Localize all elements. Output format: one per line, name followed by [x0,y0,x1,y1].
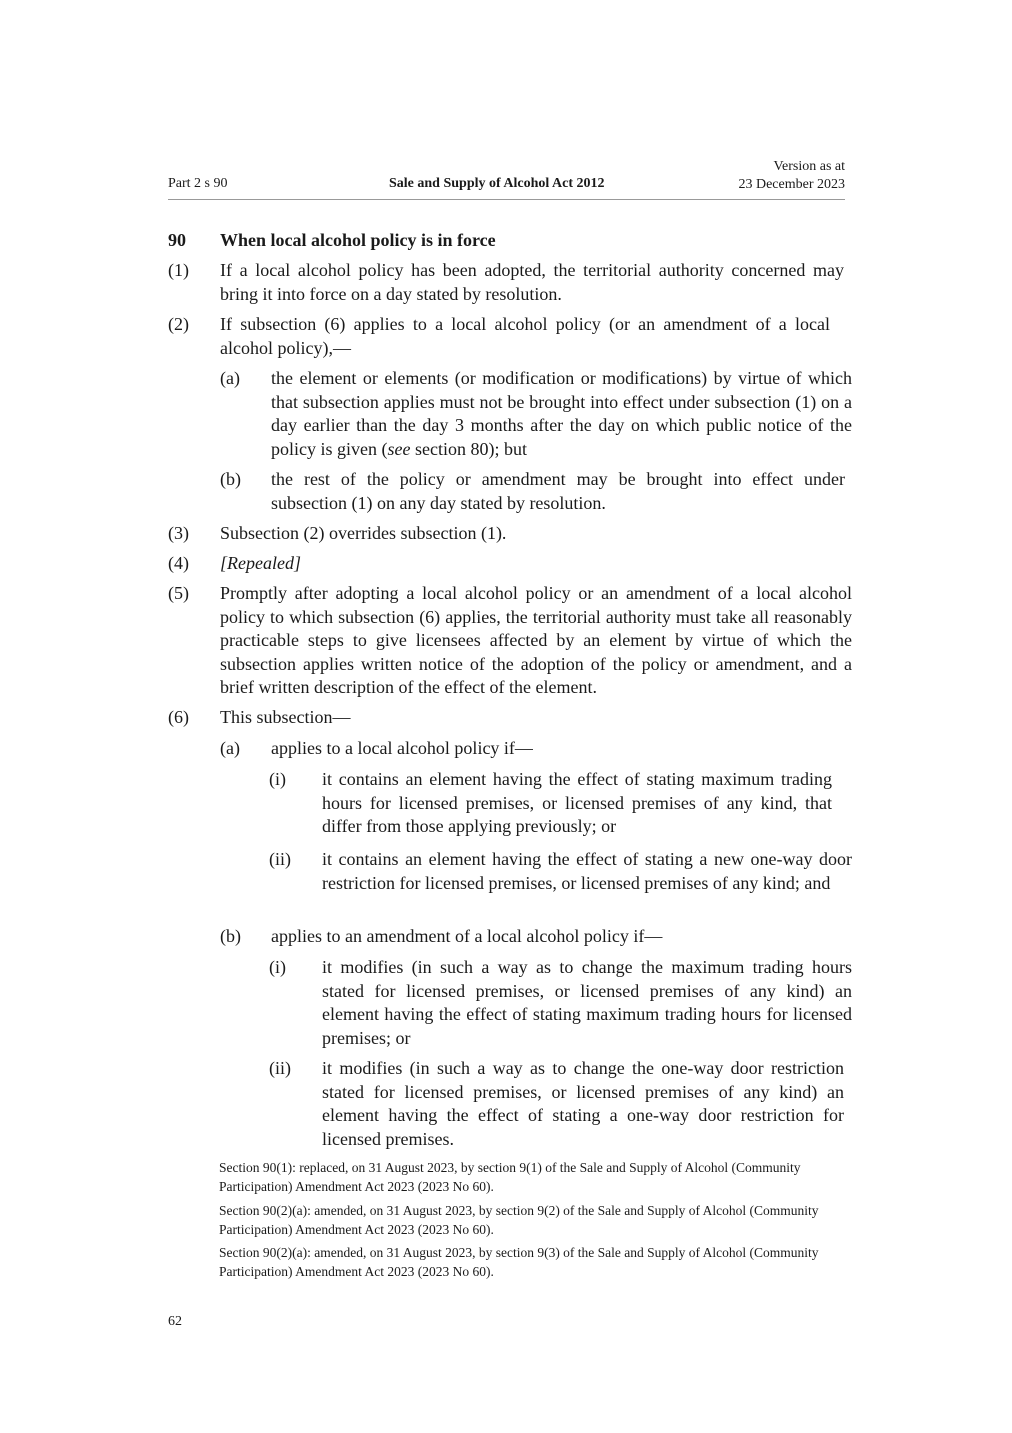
running-header-version [738,158,845,194]
subsection-6a-label: (a) [220,738,240,758]
subsection-2-text: If subsection (6) applies to a local alcohol policy (or an amendment of a local alcohol policy),— [220,314,830,358]
history-note: Section 90(2)(a): amended, on 31 August 2023, by section 9(2) of the Sale and Supply of Alcohol (Community Participation) Amendment Act 2023 (2023 No 60). [219,1203,819,1237]
subsection-6b-label: (b) [220,926,241,946]
subsection-6a-text: applies to a local alcohol policy if— [271,738,533,758]
section-number: 90 [168,230,186,250]
running-header-act-title: Sale and Supply of Alcohol Act 2012 [389,176,605,191]
subsection-3-text: Subsection (2) overrides subsection (1). [220,523,507,543]
subsection-4-repealed: [Repealed] [220,553,301,573]
version-label: Version as at [773,159,845,174]
history-note: Section 90(1): replaced, on 31 August 2023, by section 9(1) of the Sale and Supply of Alcohol (Community Participation) Amendment Act 2023 (2023 No 60). [219,1160,801,1194]
subsection-2a-text-before: the element or elements (or modification or modifications) by virtue of which that subsection applies must not be brought into effect under subsection (1) on a day earlier than the day 3 months after the day on which public notice of the policy is given ( [271,368,852,459]
subsection-5-label: (5) [168,583,189,603]
subsection-1-text: If a local alcohol policy has been adopted, the territorial authority concerned may bring it into force on a day stated by resolution. [220,260,844,304]
section-title: When local alcohol policy is in force [220,230,496,250]
subsection-6b-text: applies to an amendment of a local alcohol policy if— [271,926,663,946]
subsection-2b-text: the rest of the policy or amendment may be brought into effect under subsection (1) on any day stated by resolution. [271,469,845,513]
subsection-4-label: (4) [168,553,189,573]
page-number: 62 [168,1314,182,1329]
subsection-2b-label: (b) [220,469,241,489]
subsection-6b-ii-label: (ii) [269,1058,291,1078]
subsection-6b-ii-text: it modifies (in such a way as to change the one-way door restriction stated for licensed premises, or licensed premises of any kind) an element having the effect of stating a one-way door restriction for licensed premises. [322,1058,844,1149]
history-note: Section 90(2)(a): amended, on 31 August 2023, by section 9(3) of the Sale and Supply of Alcohol (Community Participation) Amendment Act 2023 (2023 No 60). [219,1245,819,1279]
subsection-6a-i-text: it contains an element having the effect of stating maximum trading hours for licensed premises, or licensed premises of any kind, that differ from those applying previously; or [322,769,832,836]
header-rule [168,199,845,200]
subsection-2a-text [271,367,852,461]
subsection-6a-ii-text: it contains an element having the effect of stating a new one-way door restriction for licensed premises, or licensed premises of any kind; and [322,849,852,893]
subsection-6a-ii-label: (ii) [269,849,291,869]
subsection-3-label: (3) [168,523,189,543]
see-reference: see [387,438,411,459]
subsection-6-text: This subsection— [220,707,351,727]
subsection-2-label: (2) [168,314,189,334]
subsection-6b-i-label: (i) [269,957,286,977]
running-header-part: Part 2 s 90 [168,176,228,191]
subsection-1-label: (1) [168,260,189,280]
subsection-6a-i-label: (i) [269,769,286,789]
subsection-5-text: Promptly after adopting a local alcohol policy or an amendment of a local alcohol policy to which subsection (6) applies, the territorial authority must take all reasonably practicable steps to give licensees affected by an element by virtue of which the subsection applies written notice of the adoption of the policy or amendment, and a brief written description of the effect of the element. [220,583,852,697]
subsection-2a-text-after: section 80); but [410,438,527,459]
version-date: 23 December 2023 [738,177,845,192]
subsection-2a-label: (a) [220,368,240,388]
subsection-6b-i-text: it modifies (in such a way as to change the maximum trading hours stated for licensed premises, or licensed premises of any kind) an element having the effect of stating maximum trading hours for licensed premises; or [322,957,852,1048]
subsection-6-label: (6) [168,707,189,727]
